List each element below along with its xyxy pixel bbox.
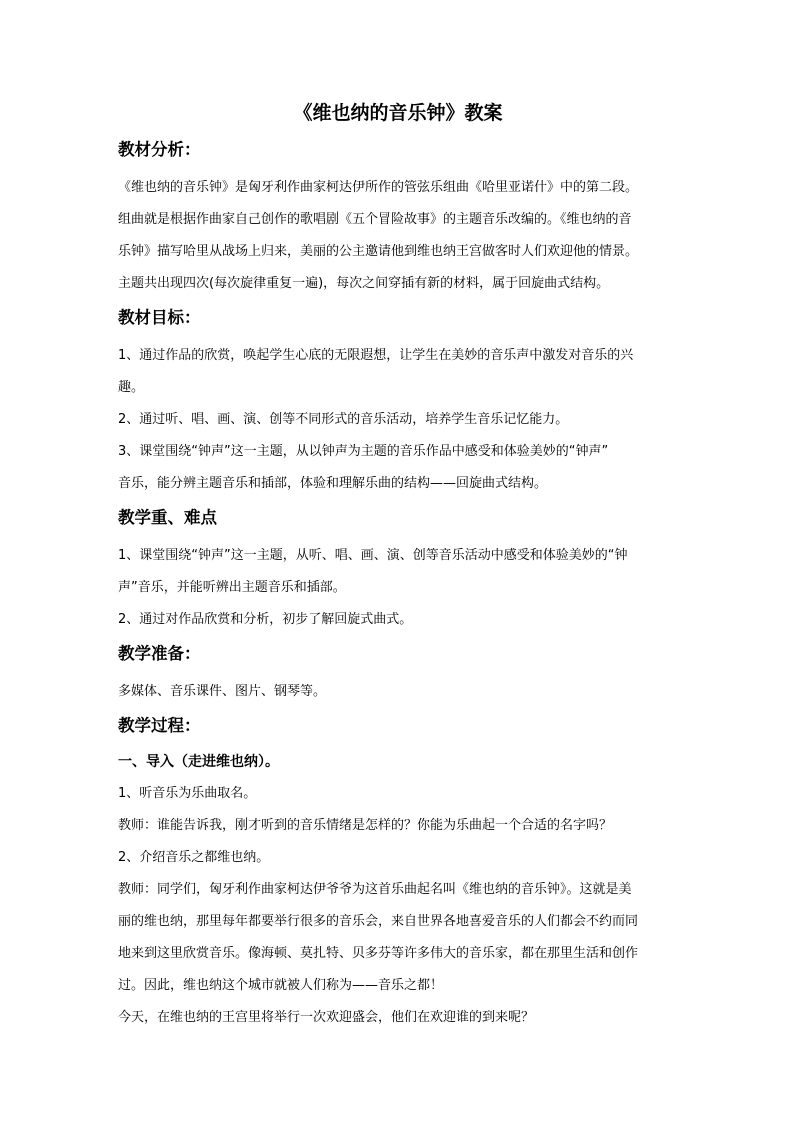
- section-material-goals: [118, 306, 678, 500]
- text-line: 音乐，能分辨主题音乐和插部，体验和理解乐曲的结构——回旋曲式结构。: [118, 476, 548, 491]
- text-line: 过。因此，维也纳这个城市就被人们称为——音乐之都！: [118, 978, 444, 993]
- document-title: 《维也纳的音乐钟》教案: [293, 102, 503, 124]
- section-heading: 教学准备：: [118, 644, 201, 663]
- text-line: 主题共出现四次(每次旋律重复一遍)，每次之间穿插有新的材料，属于回旋曲式结构。: [118, 276, 610, 291]
- section-heading: 教学重、难点: [118, 508, 217, 527]
- section-heading: 教学过程：: [118, 716, 201, 735]
- text-line: 2、通过听、唱、画、演、创等不同形式的音乐活动，培养学生音乐记忆能力。: [118, 412, 569, 427]
- section-key-difficulties: [118, 506, 678, 636]
- section-preparation: [118, 642, 678, 708]
- text-line: 《维也纳的音乐钟》是匈牙利作曲家柯达伊所作的管弦乐组曲《哈里亚诺什》中的第二段。: [118, 180, 639, 195]
- text-line: 1、听音乐为乐曲取名。: [118, 786, 257, 801]
- text-line: 丽的维也纳，那里每年都要举行很多的音乐会，来自世界各地喜爱音乐的人们都会不约而同: [118, 914, 639, 929]
- text-line: 声”音乐，并能听辨出主题音乐和插部。: [118, 580, 346, 595]
- text-line: 地来到这里欣赏音乐。像海顿、莫扎特、贝多芬等许多伟大的音乐家，都在那里生活和创作: [118, 946, 639, 961]
- text-line: 教师：同学们，匈牙利作曲家柯达伊爷爷为这首乐曲起名叫《维也纳的音乐钟》。这就是美: [118, 882, 632, 897]
- section-heading: 教材分析：: [118, 140, 201, 159]
- text-line: 今天，在维也纳的王宫里将举行一次欢迎盛会，他们在欢迎谁的到来呢？: [118, 1010, 535, 1025]
- text-line: 多媒体、音乐课件、图片、钢琴等。: [118, 684, 327, 699]
- text-line: 3、课堂围绕“钟声”这一主题，从以钟声为主题的音乐作品中感受和体验美妙的“钟声”: [118, 444, 609, 459]
- document-page: [118, 100, 678, 1040]
- text-line: 组曲就是根据作曲家自己创作的歌唱剧《五个冒险故事》的主题音乐改编的。《维也纳的音: [118, 212, 632, 227]
- section-heading: 教材目标：: [118, 308, 201, 327]
- section-teaching-process: [118, 714, 678, 1034]
- text-line: 乐钟》描写哈里从战场上归来，美丽的公主邀请他到维也纳王宫做客时人们欢迎他的情景。: [118, 244, 639, 259]
- text-line: 2、通过对作品欣赏和分析，初步了解回旋式曲式。: [118, 612, 413, 627]
- text-line: 教师：谁能告诉我，刚才听到的音乐情绪是怎样的？你能为乐曲起一个合适的名字吗？: [118, 818, 613, 833]
- section-material-analysis: [118, 138, 678, 300]
- text-line: 趣。: [118, 380, 145, 395]
- text-line: 1、课堂围绕“钟声”这一主题，从听、唱、画、演、创等音乐活动中感受和体验美妙的“钟: [118, 548, 628, 563]
- text-line: 2、介绍音乐之都维也纳。: [118, 850, 270, 865]
- sub-heading: 一、导入（走进维也纳）。: [118, 754, 279, 770]
- text-line: 1、通过作品的欣赏，唤起学生心底的无限遐想，让学生在美妙的音乐声中激发对音乐的兴: [118, 348, 634, 363]
